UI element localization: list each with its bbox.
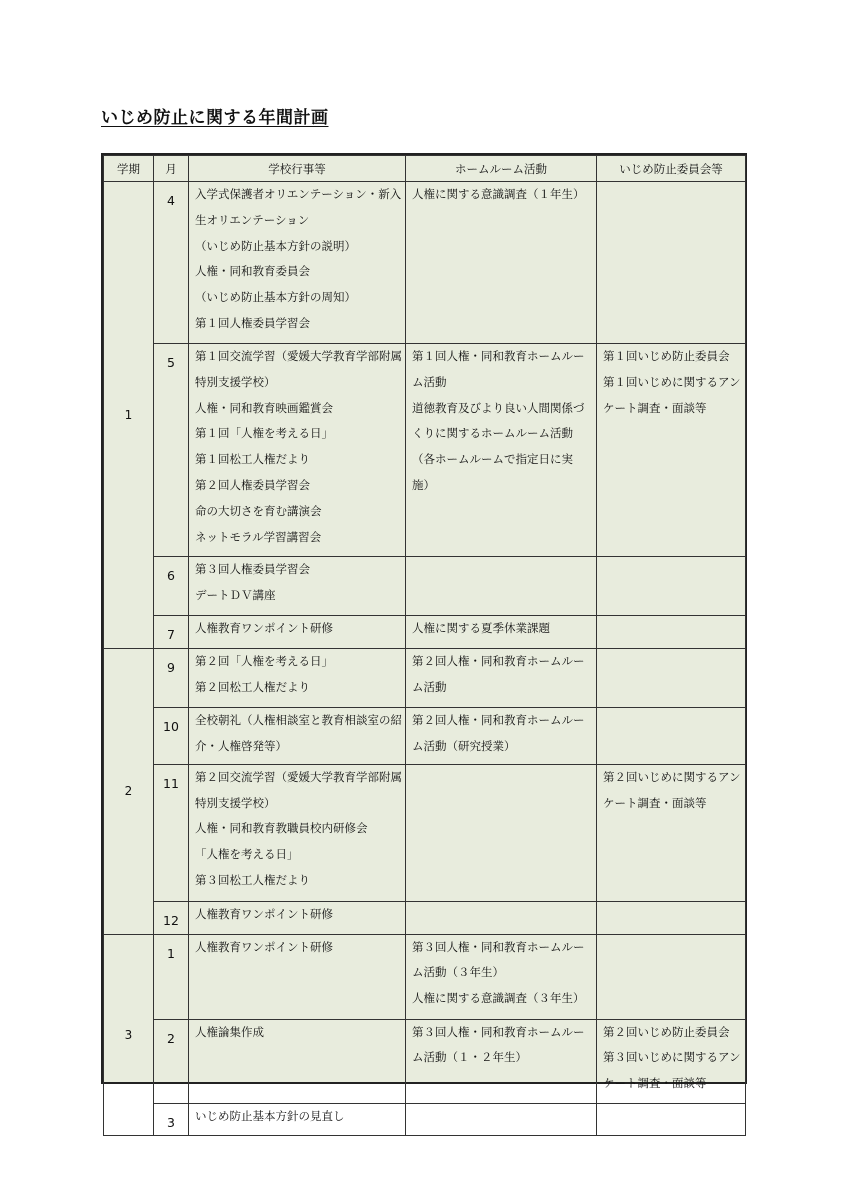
month-cell bbox=[154, 1019, 189, 1103]
school-events-cell-line: 人権教育ワンポイント研修 bbox=[195, 621, 333, 635]
homeroom-cell bbox=[406, 557, 597, 616]
committee-cell bbox=[597, 344, 746, 557]
homeroom-cell-line: ム活動（研究授業） bbox=[412, 738, 516, 753]
school-events-cell bbox=[189, 182, 406, 344]
committee-cell bbox=[597, 1019, 746, 1103]
month-value: 1 bbox=[167, 945, 175, 961]
page-title: いじめ防止に関する年間計画 bbox=[101, 108, 329, 128]
header-committee: いじめ防止委員会等 bbox=[597, 156, 746, 182]
school-events-cell-line: （いじめ防止基本方針の説明） bbox=[195, 238, 356, 253]
month-value: 3 bbox=[167, 1114, 175, 1130]
school-events-cell-line: 命の大切さを育む講演会 bbox=[195, 503, 322, 518]
committee-cell-line: 第２回いじめ防止委員会 bbox=[603, 1024, 730, 1039]
term-cell: 3 bbox=[104, 934, 154, 1136]
month-cell bbox=[154, 648, 189, 707]
school-events-cell bbox=[189, 344, 406, 557]
homeroom-cell bbox=[406, 616, 597, 649]
homeroom-cell-line: （各ホームルームで指定日に実 bbox=[412, 452, 573, 467]
month-value: 9 bbox=[167, 659, 175, 675]
homeroom-cell bbox=[406, 934, 597, 1019]
school-events-cell-line: 入学式保護者オリエンテーション・新入 bbox=[195, 187, 402, 201]
plan-row bbox=[104, 934, 746, 1019]
school-events-cell-line: 生オリエンテーション bbox=[195, 212, 310, 227]
plan-row bbox=[104, 764, 746, 901]
homeroom-cell-line: 道徳教育及びより良い人間関係づ bbox=[412, 400, 585, 415]
school-events-cell bbox=[189, 764, 406, 901]
term-cell: 1 bbox=[104, 182, 154, 649]
homeroom-cell bbox=[406, 648, 597, 707]
committee-cell bbox=[597, 901, 746, 934]
homeroom-cell-line: 施） bbox=[412, 477, 435, 492]
committee-cell bbox=[597, 707, 746, 764]
homeroom-cell-line: 第２回人権・同和教育ホームルー bbox=[412, 653, 585, 668]
homeroom-cell-line: くりに関するホームルーム活動 bbox=[412, 426, 573, 441]
plan-row bbox=[104, 557, 746, 616]
homeroom-cell bbox=[406, 764, 597, 901]
school-events-cell-line: 第２回「人権を考える日」 bbox=[195, 653, 333, 668]
committee-cell-line: ケート調査・面談等 bbox=[603, 1076, 707, 1091]
school-events-cell-line: 介・人権啓発等） bbox=[195, 738, 287, 753]
school-events-cell-line: 人権・同和教育委員会 bbox=[195, 264, 310, 279]
school-events-cell-line: 第１回松工人権だより bbox=[195, 452, 310, 467]
plan-row bbox=[104, 344, 746, 557]
committee-cell-line: 第２回いじめに関するアン bbox=[603, 769, 741, 784]
plan-row bbox=[104, 1019, 746, 1103]
homeroom-cell-line: ム活動（３年生） bbox=[412, 965, 504, 980]
school-events-cell-line: 全校朝礼（人権相談室と教育相談室の紹 bbox=[195, 712, 402, 727]
school-events-cell-line: 第３回松工人権だより bbox=[195, 872, 310, 887]
header-month: 月 bbox=[154, 156, 189, 182]
school-events-cell-line: 特別支援学校） bbox=[195, 374, 276, 389]
school-events-cell-line: 「人権を考える日」 bbox=[195, 847, 299, 862]
committee-cell-line: ケート調査・面談等 bbox=[603, 400, 707, 415]
school-events-cell-line: 人権教育ワンポイント研修 bbox=[195, 906, 333, 921]
month-cell bbox=[154, 557, 189, 616]
month-value: 4 bbox=[167, 193, 175, 208]
committee-cell bbox=[597, 182, 746, 344]
header-school-events: 学校行事等 bbox=[189, 156, 406, 182]
month-value: 12 bbox=[163, 912, 179, 928]
homeroom-cell-line: ム活動 bbox=[412, 679, 447, 694]
homeroom-cell-line: 第２回人権・同和教育ホームルー bbox=[412, 712, 585, 727]
school-events-cell-line: 第２回松工人権だより bbox=[195, 679, 310, 694]
school-events-cell bbox=[189, 901, 406, 934]
month-value: 11 bbox=[163, 775, 179, 791]
header-row bbox=[104, 156, 746, 182]
plan-row bbox=[104, 901, 746, 934]
month-value: 5 bbox=[167, 355, 175, 370]
committee-cell bbox=[597, 648, 746, 707]
committee-cell-line: ケート調査・面談等 bbox=[603, 795, 707, 810]
school-events-cell bbox=[189, 616, 406, 649]
homeroom-cell bbox=[406, 901, 597, 934]
school-events-cell-line: 人権論集作成 bbox=[195, 1024, 264, 1039]
month-cell bbox=[154, 707, 189, 764]
school-events-cell bbox=[189, 1103, 406, 1136]
month-cell bbox=[154, 344, 189, 557]
school-events-cell-line: 特別支援学校） bbox=[195, 795, 276, 810]
plan-row bbox=[104, 648, 746, 707]
committee-cell bbox=[597, 764, 746, 901]
committee-cell-line: 第１回いじめに関するアン bbox=[603, 374, 741, 389]
homeroom-cell bbox=[406, 344, 597, 557]
plan-row bbox=[104, 616, 746, 649]
homeroom-cell-line: ム活動 bbox=[412, 374, 447, 389]
committee-cell-line: 第３回いじめに関するアン bbox=[603, 1050, 741, 1065]
month-value: 6 bbox=[167, 568, 175, 583]
homeroom-cell-line: 第３回人権・同和教育ホームルー bbox=[412, 939, 585, 954]
school-events-cell-line: デートＤＶ講座 bbox=[195, 587, 276, 602]
school-events-cell-line: ネットモラル学習講習会 bbox=[195, 529, 322, 544]
annual-plan-sheet bbox=[101, 153, 747, 1130]
month-value: 7 bbox=[167, 627, 175, 642]
month-cell bbox=[154, 1103, 189, 1136]
school-events-cell-line: いじめ防止基本方針の見直し bbox=[195, 1108, 345, 1123]
plan-row bbox=[104, 182, 746, 344]
homeroom-cell-line: 人権に関する意識調査（１年生） bbox=[412, 187, 585, 201]
homeroom-cell bbox=[406, 182, 597, 344]
plan-row bbox=[104, 707, 746, 764]
plan-row bbox=[104, 1103, 746, 1136]
school-events-cell-line: 人権・同和教育映画鑑賞会 bbox=[195, 400, 333, 415]
school-events-cell-line: （いじめ防止基本方針の周知） bbox=[195, 290, 356, 305]
committee-cell bbox=[597, 616, 746, 649]
committee-cell bbox=[597, 934, 746, 1019]
school-events-cell bbox=[189, 934, 406, 1019]
homeroom-cell bbox=[406, 1103, 597, 1136]
homeroom-cell-line: 第１回人権・同和教育ホームルー bbox=[412, 349, 585, 363]
month-cell bbox=[154, 616, 189, 649]
school-events-cell-line: 第３回人権委員学習会 bbox=[195, 562, 310, 576]
school-events-cell-line: 第２回交流学習（愛媛大学教育学部附属 bbox=[195, 769, 402, 784]
school-events-cell-line: 第１回「人権を考える日」 bbox=[195, 426, 333, 441]
school-events-cell-line: 第１回交流学習（愛媛大学教育学部附属 bbox=[195, 349, 402, 363]
homeroom-cell-line: 人権に関する意識調査（３年生） bbox=[412, 991, 585, 1006]
homeroom-cell bbox=[406, 707, 597, 764]
month-cell bbox=[154, 764, 189, 901]
school-events-cell-line: 人権・同和教育教職員校内研修会 bbox=[195, 821, 368, 836]
homeroom-cell-line: ム活動（１・２年生） bbox=[412, 1050, 527, 1065]
committee-cell-line: 第１回いじめ防止委員会 bbox=[603, 349, 730, 363]
homeroom-cell-line: 第３回人権・同和教育ホームルー bbox=[412, 1024, 585, 1039]
school-events-cell-line: 人権教育ワンポイント研修 bbox=[195, 939, 333, 954]
month-value: 10 bbox=[163, 718, 179, 734]
homeroom-cell bbox=[406, 1019, 597, 1103]
header-homeroom: ホームルーム活動 bbox=[406, 156, 597, 182]
month-cell bbox=[154, 934, 189, 1019]
school-events-cell bbox=[189, 1019, 406, 1103]
school-events-cell bbox=[189, 707, 406, 764]
school-events-cell-line: 第２回人権委員学習会 bbox=[195, 477, 310, 492]
homeroom-cell-line: 人権に関する夏季休業課題 bbox=[412, 621, 550, 635]
school-events-cell bbox=[189, 557, 406, 616]
committee-cell bbox=[597, 557, 746, 616]
term-cell: 2 bbox=[104, 648, 154, 934]
school-events-cell bbox=[189, 648, 406, 707]
school-events-cell-line: 第１回人権委員学習会 bbox=[195, 315, 310, 330]
committee-cell bbox=[597, 1103, 746, 1136]
month-value: 2 bbox=[167, 1030, 175, 1046]
annual-plan-table bbox=[103, 155, 746, 1136]
header-term: 学期 bbox=[104, 156, 154, 182]
month-cell bbox=[154, 901, 189, 934]
month-cell bbox=[154, 182, 189, 344]
